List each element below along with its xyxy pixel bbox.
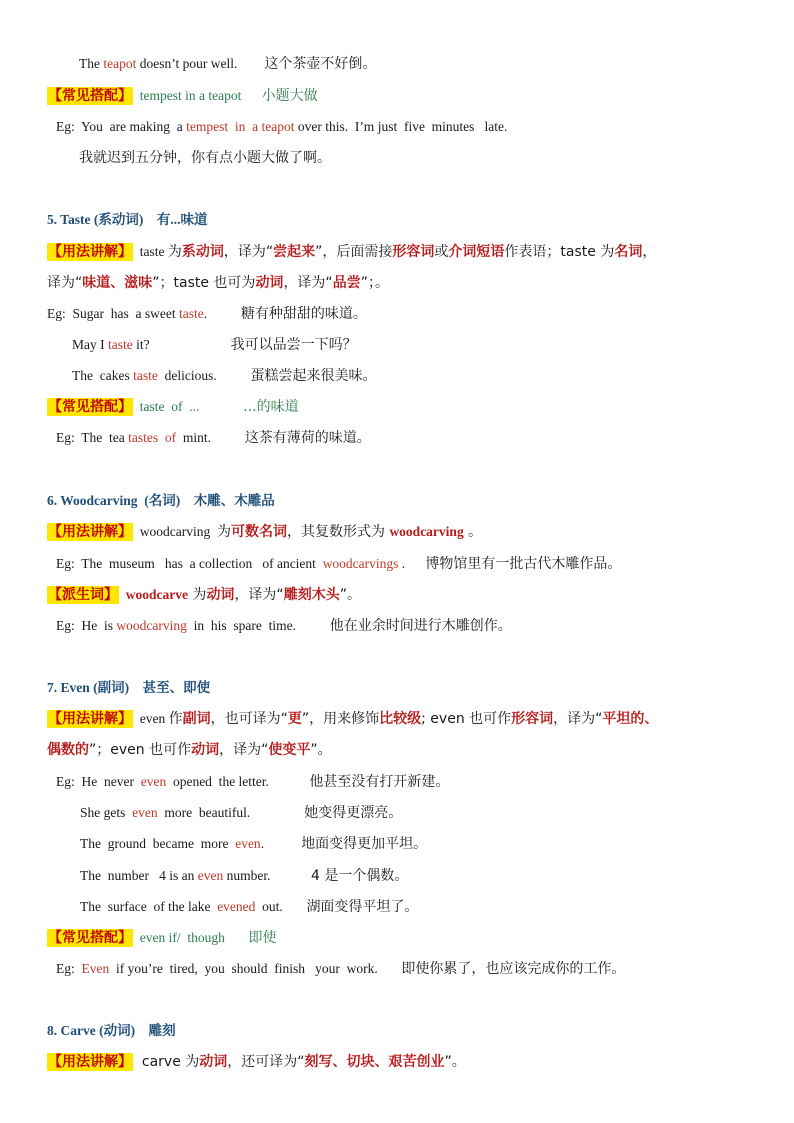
section-label: 【用法讲解】 (48, 244, 132, 260)
text-run: in his spare time. (186, 618, 296, 633)
text-run: 为 (216, 524, 231, 540)
text-line (80, 803, 402, 823)
text-run: woodcarving (116, 618, 187, 633)
text-line (72, 366, 376, 386)
text-run: 形容词 (392, 244, 435, 260)
text-line (47, 709, 658, 729)
text-run: Eg: (56, 961, 82, 976)
text-line (47, 585, 361, 605)
text-run: woodcarve (119, 587, 188, 602)
text-line (80, 897, 418, 917)
text-run: 尝起来 (273, 244, 316, 260)
text-run: ”，用来修饰 (301, 711, 380, 727)
text-line (47, 1021, 176, 1041)
text-line (56, 428, 371, 448)
text-run: 更 (287, 711, 302, 727)
text-run: 副词 (182, 711, 211, 727)
text-line (47, 491, 275, 511)
text-run: ”；。 (360, 275, 389, 291)
text-line (47, 304, 367, 324)
text-run: 形容词 (511, 711, 554, 727)
text-line (47, 1052, 466, 1072)
text-run: 作表语；taste 为 (504, 244, 615, 260)
text-line (80, 834, 427, 854)
text-run: Eg: You are making a (56, 119, 187, 134)
text-run: 我就迟到五分钟，你有点小题大做了啊。 (79, 150, 331, 166)
text-run (250, 805, 304, 820)
text-run: taste (133, 368, 158, 383)
text-run: woodcarvings (322, 556, 399, 571)
text-run: 这茶有薄荷的味道。 (244, 430, 371, 446)
text-run: 动词 (206, 587, 235, 603)
text-run (150, 337, 231, 352)
text-line (47, 928, 276, 948)
text-run: 动词 (191, 742, 220, 758)
text-run: more beautiful. (157, 805, 251, 820)
text-line (79, 148, 331, 168)
text-line (80, 866, 408, 886)
text-run: . (203, 306, 208, 321)
text-run: number. (223, 868, 271, 883)
text-run: if you’re tired, you should finish your work. (109, 961, 378, 976)
text-run: 8. Carve (动词) 雕刻 (47, 1023, 176, 1038)
text-run: opened the letter. (166, 774, 269, 789)
text-line (47, 397, 299, 417)
text-run (269, 774, 310, 789)
text-run: 即使你累了，也应该完成你的工作。 (401, 961, 626, 977)
text-run: delicious. (157, 368, 217, 383)
text-run (207, 306, 241, 321)
text-run: 即使 (248, 930, 277, 946)
text-run: evened (217, 899, 256, 914)
text-run: 湖面变得平坦了。 (306, 899, 419, 915)
text-run: 小题大做 (261, 88, 318, 104)
text-line (56, 772, 449, 792)
text-run: Even (81, 961, 110, 976)
text-run: 蛋糕尝起来很美味。 (250, 368, 377, 384)
text-line (47, 273, 389, 293)
text-run: 他在业余时间进行木雕创作。 (329, 618, 512, 634)
text-run: The number 4 is an (80, 868, 198, 883)
text-run: tempest in a teapot (186, 119, 295, 134)
text-run: ”。 (339, 587, 361, 603)
text-run: ”。 (444, 1054, 466, 1070)
text-run: The surface of the lake (80, 899, 218, 914)
text-run: 名词 (614, 244, 643, 260)
text-run: taste (178, 306, 204, 321)
text-run: 品尝 (332, 275, 361, 291)
text-run: 6. Woodcarving (名词) 木雕、木雕品 (47, 493, 275, 508)
text-run: it? (132, 337, 150, 352)
text-run: 系动词 (181, 244, 224, 260)
text-run: 译为“ (47, 275, 83, 291)
text-run (217, 368, 251, 383)
text-run: 我可以品尝一下吗？ (230, 337, 357, 353)
text-run: woodcarving (389, 524, 464, 539)
text-run: ; even 也可作 (421, 711, 512, 727)
text-line (79, 54, 376, 74)
text-run: . (398, 556, 406, 571)
text-run: 味道、滋味 (82, 275, 153, 291)
text-run: 为 (167, 244, 182, 260)
text-line (56, 554, 621, 574)
text-run: ，还可译为“ (227, 1054, 305, 1070)
text-run: even (132, 805, 158, 820)
text-run: Eg: He never (56, 774, 141, 789)
text-line (56, 117, 507, 137)
text-run: . (260, 836, 265, 851)
text-run: taste (108, 337, 133, 352)
text-run: ”；even 也可作 (89, 742, 192, 758)
text-run: The (79, 56, 104, 71)
text-line (47, 210, 208, 230)
text-run (405, 556, 425, 571)
text-run: even (140, 774, 167, 789)
text-run (211, 430, 245, 445)
text-run: The ground became more (80, 836, 236, 851)
text-run: 7. Even (副词) 甚至、即使 (47, 680, 211, 695)
text-run: 可数名词 (230, 524, 287, 540)
text-run: 介词短语 (448, 244, 505, 260)
text-run: 4 是一个偶数。 (310, 868, 409, 884)
text-run: 或 (434, 244, 449, 260)
text-run: even (235, 836, 261, 851)
text-run: ”。 (310, 742, 332, 758)
text-run (241, 88, 261, 103)
text-run: 为 (187, 587, 207, 603)
section-label: 【用法讲解】 (48, 1054, 132, 1070)
section-label: 【用法讲解】 (48, 711, 132, 727)
text-run: ， (642, 244, 657, 260)
text-line (47, 740, 332, 760)
text-run: carve 为 (133, 1054, 200, 1070)
text-line (47, 522, 482, 542)
text-run: over this. I’m just five minutes late. (294, 119, 508, 134)
text-run: 动词 (199, 1054, 228, 1070)
text-run: Eg: The museum has a collection of ancient (56, 556, 323, 571)
text-run: ，译为“ (283, 275, 333, 291)
text-line (56, 616, 512, 636)
text-run (283, 899, 307, 914)
text-run (296, 618, 330, 633)
text-run: She gets (80, 805, 133, 820)
section-label: 【常见搭配】 (48, 399, 132, 415)
section-label: 【常见搭配】 (48, 88, 132, 104)
text-run: 刻写、切块、艰苦创业 (304, 1054, 445, 1070)
text-line (56, 959, 625, 979)
section-label: 【常见搭配】 (48, 930, 132, 946)
text-run (237, 56, 264, 71)
text-run: 作 (168, 711, 183, 727)
text-run (264, 836, 301, 851)
text-run: ”；taste 也可为 (152, 275, 256, 291)
text-run: ，译为“ (219, 742, 269, 758)
text-line (47, 86, 318, 106)
text-run: even if/ though (133, 930, 225, 945)
text-run: 糖有种甜甜的味道。 (240, 306, 367, 322)
text-run: out. (255, 899, 283, 914)
text-run: ，译为“ (553, 711, 603, 727)
text-run: 动词 (255, 275, 284, 291)
section-label: 【用法讲解】 (48, 524, 132, 540)
text-run: mint. (176, 430, 211, 445)
text-run: The cakes (72, 368, 134, 383)
text-run: 这个茶壶不好倒。 (264, 56, 377, 72)
text-run: Eg: He is (56, 618, 117, 633)
text-run: 5. Taste (系动词) 有...味道 (47, 212, 208, 227)
text-run: 雕刻木头 (283, 587, 340, 603)
text-run: teapot (103, 56, 137, 71)
text-run: taste of ... (133, 399, 200, 414)
text-run: 平坦的、 (602, 711, 659, 727)
text-run: even (133, 711, 169, 726)
text-run: even (197, 868, 224, 883)
text-run: ，译为“ (234, 587, 284, 603)
text-line (72, 335, 357, 355)
text-run: ，其复数形式为 (286, 524, 390, 540)
text-run: tastes of (128, 430, 177, 445)
text-run (378, 961, 402, 976)
text-run: 偶数的 (47, 742, 89, 758)
text-run (199, 399, 243, 414)
text-run: ，译为“ (223, 244, 274, 260)
text-run: ...的味道 (243, 399, 299, 415)
text-run: ，也可译为“ (210, 711, 288, 727)
text-run: 使变平 (268, 742, 311, 758)
text-run: 他甚至没有打开新建。 (309, 774, 450, 790)
text-run: 。 (463, 524, 483, 540)
text-run: 比较级 (379, 711, 422, 727)
text-line (47, 678, 210, 698)
text-run: Eg: The tea (56, 430, 129, 445)
text-run: May I (72, 337, 108, 352)
text-run: taste (133, 244, 168, 259)
text-run: tempest in a teapot (133, 88, 242, 103)
text-run: woodcarving (133, 524, 217, 539)
text-run: 博物馆里有一批古代木雕作品。 (425, 556, 622, 572)
text-line (47, 242, 656, 262)
text-run: 她变得更漂亮。 (304, 805, 403, 821)
text-run: 地面变得更加平坦。 (301, 836, 428, 852)
text-run (270, 868, 311, 883)
text-run: Eg: Sugar has a sweet (47, 306, 179, 321)
text-run: doesn’t pour well. (136, 56, 238, 71)
text-run: ”，后面需接 (315, 244, 393, 260)
section-label: 【派生词】 (48, 587, 118, 603)
text-run (225, 930, 249, 945)
